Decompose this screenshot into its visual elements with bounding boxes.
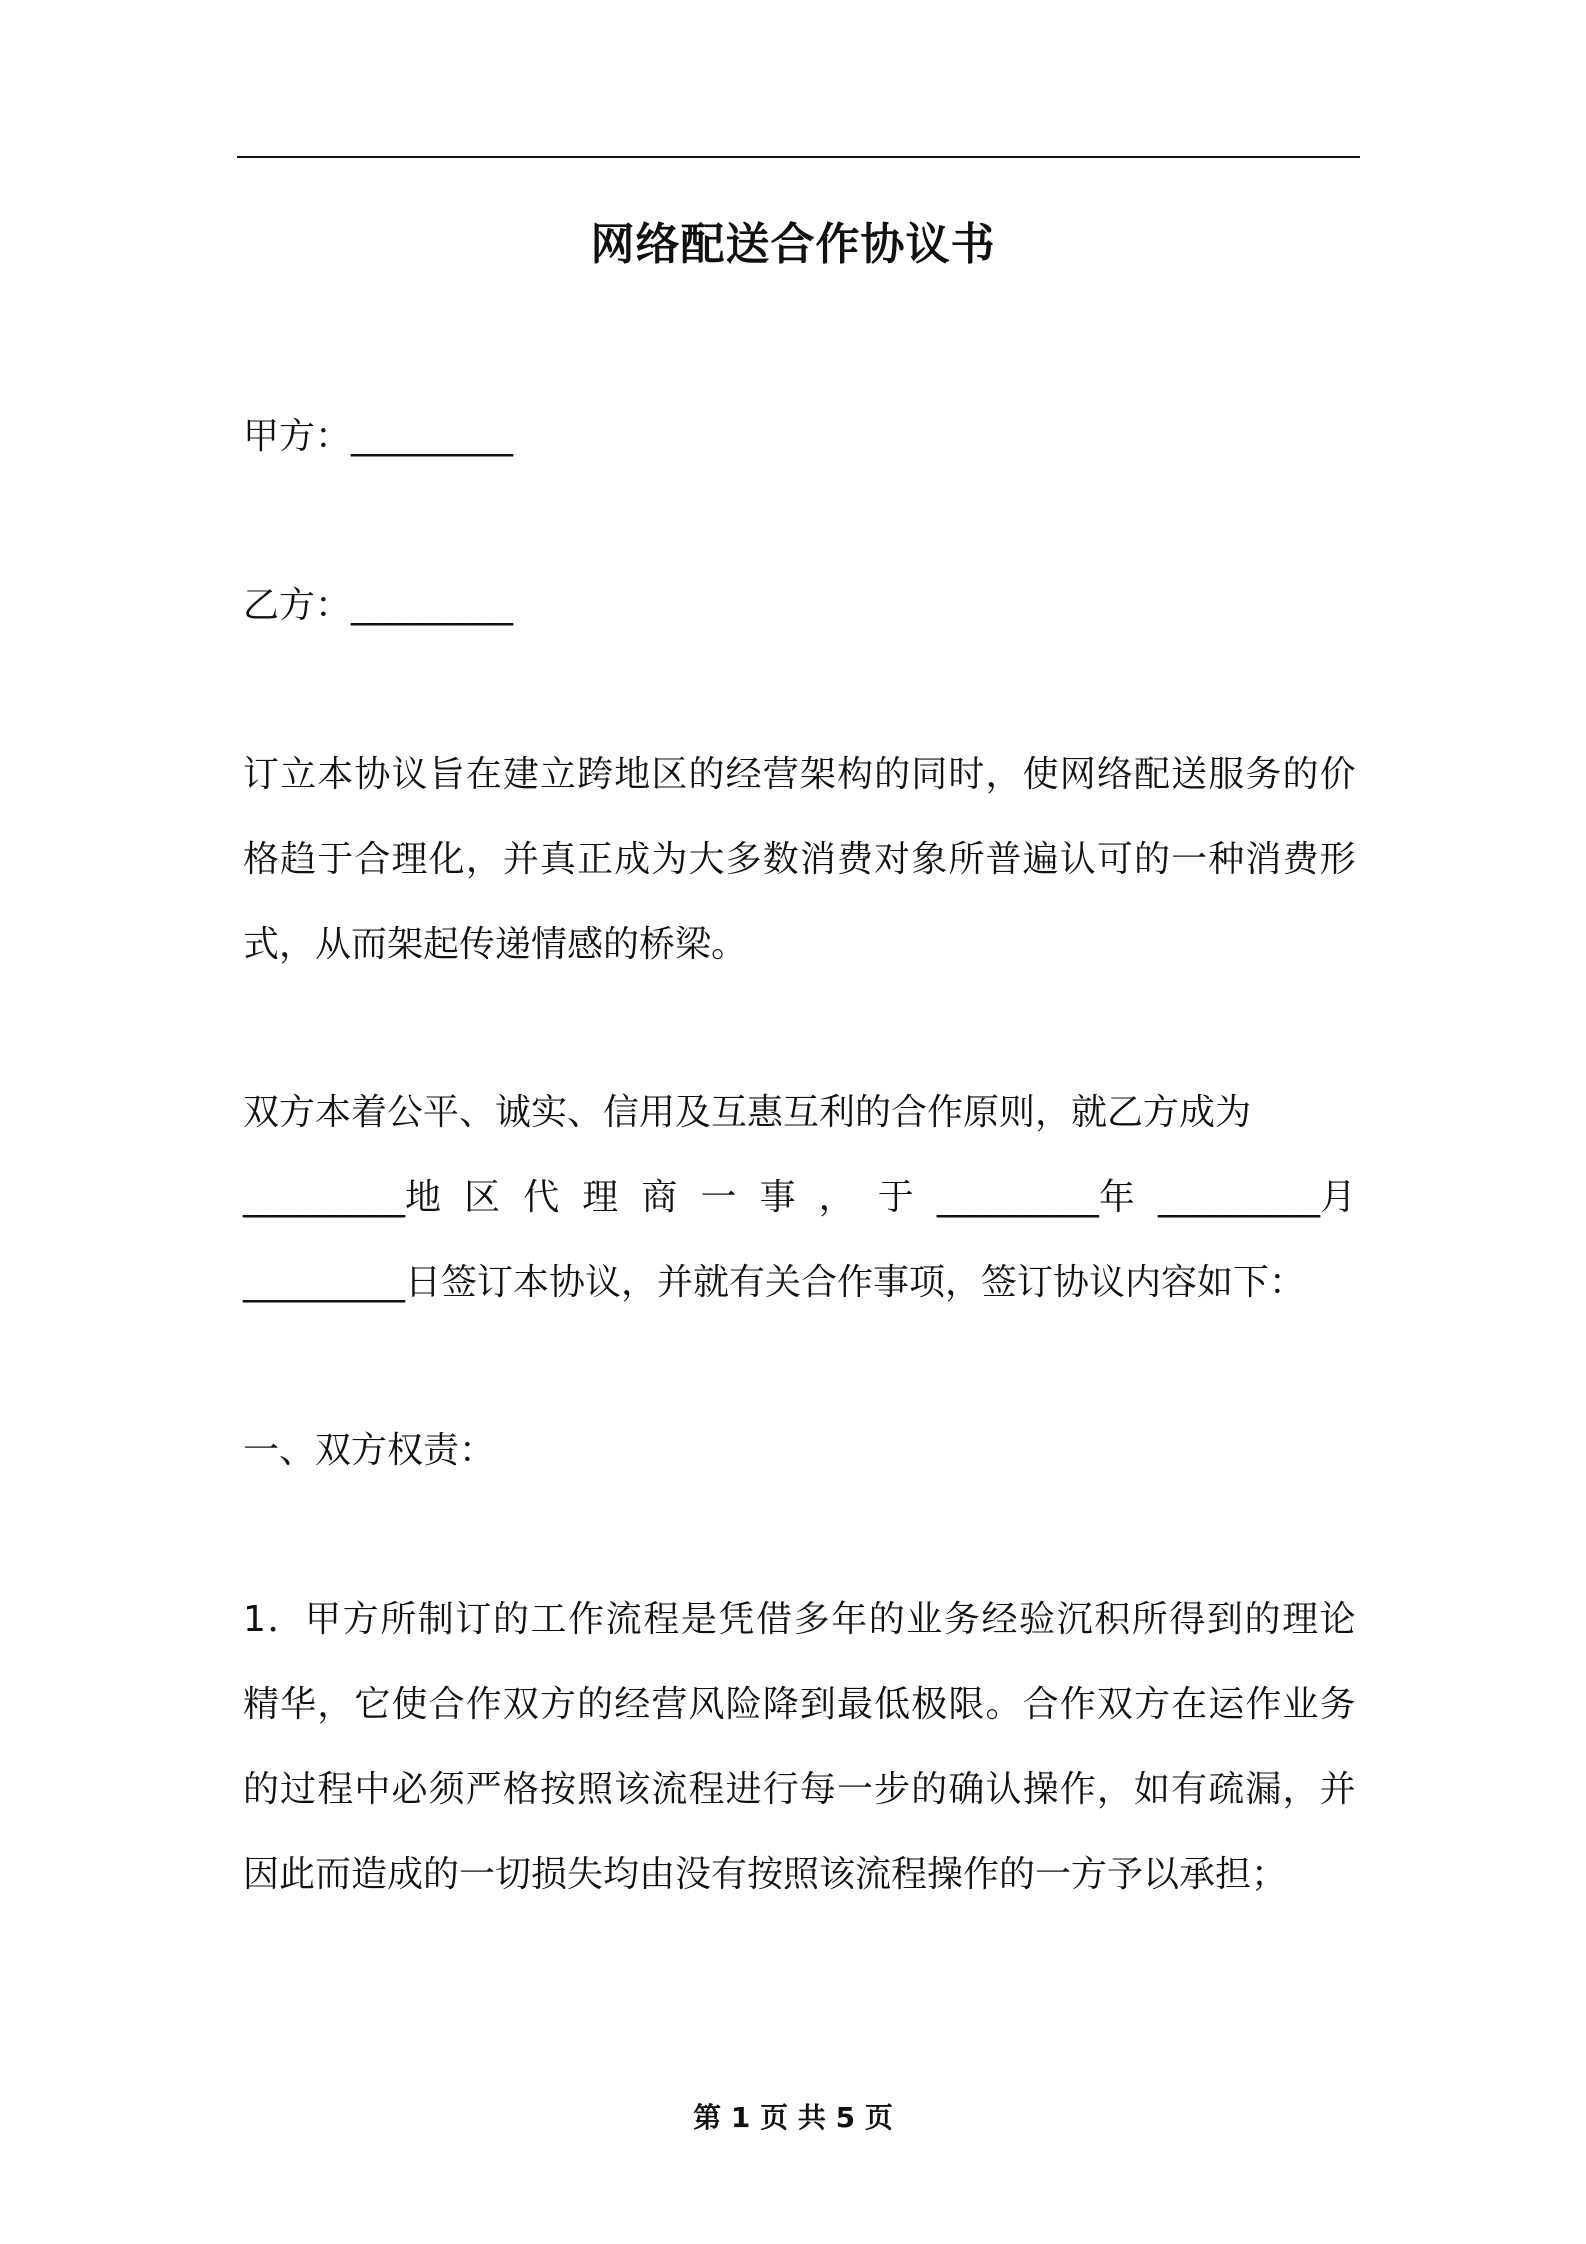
party-b-line: 乙方：_________ (243, 585, 514, 626)
section-heading: 一、双方权责： (243, 1430, 496, 1471)
header-rule (237, 156, 1360, 158)
paragraph-line: _________日签订本协议，并就有关合作事项，签订协议内容如下： (243, 1262, 1306, 1303)
document-title: 网络配送合作协议书 (590, 219, 996, 270)
paragraph-line: 双方本着公平、诚实、信用及互惠互利的合作原则，就乙方成为 (243, 1092, 1252, 1133)
paragraph-line-spaced (243, 1173, 1356, 1223)
text-token: 区 (464, 1177, 501, 1218)
page-number: 第 1 页 共 5 页 (693, 2101, 893, 2134)
paragraph-line: 因此而造成的一切损失均由没有按照该流程操作的一方予以承担； (243, 1854, 1288, 1895)
party-a-line: 甲方：_________ (243, 416, 514, 457)
paragraph-line: 格 趋 于 合 理 化 ， 并 真 正 成 为 大 多 数 消 费 对 象 所 普 遍 认 可 的 一 种 消 费 形 (243, 839, 1356, 880)
paragraph-line: 的 过 程 中 必 须 严 格 按 照 该 流 程 进 行 每 一 步 的 确 认 操 作 ， 如 有 疏 漏 ， 并 (243, 1769, 1356, 1810)
text-token: _________地 (243, 1177, 442, 1218)
paragraph-line: 精 华 ， 它 使 合 作 双 方 的 经 营 风 险 降 到 最 低 极 限 。 合 作 双 方 在 运 作 业 务 (243, 1684, 1356, 1725)
paragraph-line: 订 立 本 协 议 旨 在 建 立 跨 地 区 的 经 营 架 构 的 同 时 ， 使 网 络 配 送 服 务 的 价 (243, 754, 1356, 795)
text-token: 商 (641, 1177, 678, 1218)
paragraph-line: 1 ． 甲 方 所 制 订 的 工 作 流 程 是 凭 借 多 年 的 业 务 经 验 沉 积 所 得 到 的 理 论 (243, 1599, 1356, 1640)
text-token: 一 (700, 1177, 737, 1218)
text-token: _________年 (936, 1177, 1135, 1218)
text-token: 代 (523, 1177, 560, 1218)
text-token: 理 (582, 1177, 619, 1218)
text-token: ， (818, 1177, 855, 1218)
text-token: 于 (877, 1177, 914, 1218)
text-token: 事 (759, 1177, 796, 1218)
paragraph-line: 式，从而架起传递情感的桥梁。 (243, 924, 748, 965)
text-token: _________月 (1157, 1177, 1356, 1218)
